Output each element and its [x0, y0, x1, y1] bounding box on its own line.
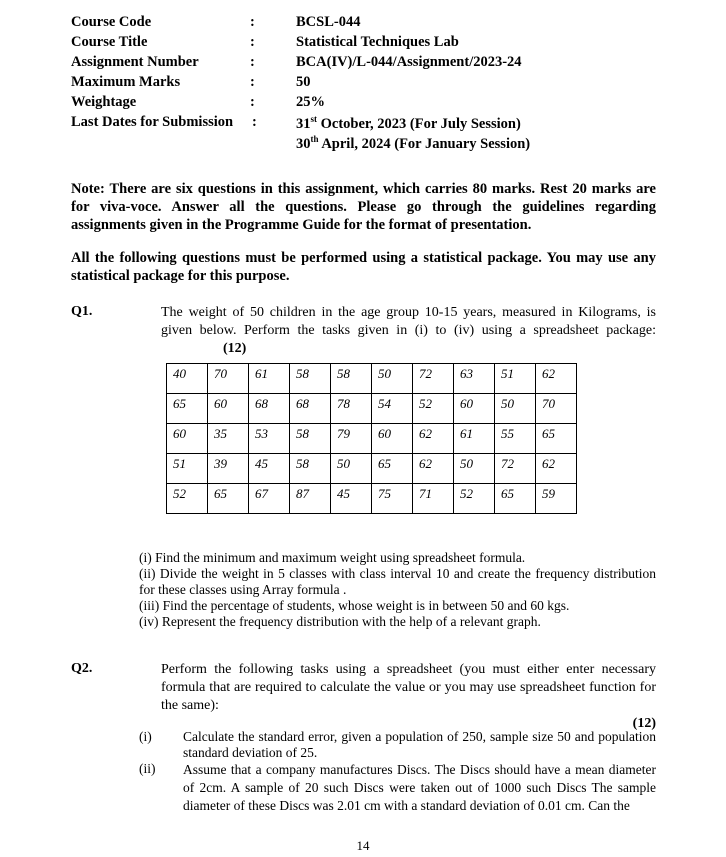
table-row	[167, 364, 577, 394]
table-cell: 55	[495, 424, 536, 454]
colon: :	[252, 114, 257, 130]
table-cell: 72	[413, 364, 454, 394]
table-cell: 53	[249, 424, 290, 454]
q2-part-ii-text: Assume that a company manufactures Discs. The Discs should have a mean diameter of 2cm. A sample of 20 such Discs were taken out of 1000 such Discs The sample diameter of these Discs was 2.01 cm with a standard deviation of 0.01 cm. Can the	[183, 762, 656, 813]
table-cell: 65	[372, 454, 413, 484]
table-cell: 58	[331, 364, 372, 394]
table-cell: 60	[454, 394, 495, 424]
table-cell: 70	[536, 394, 577, 424]
assignment-number-value: BCA(IV)/L-044/Assignment/2023-24	[296, 54, 522, 70]
table-cell: 52	[454, 484, 495, 514]
course-code-label: Course Code	[71, 14, 152, 30]
table-cell: 58	[290, 424, 331, 454]
q1-task-i: (i) Find the minimum and maximum weight using spreadsheet formula.	[139, 550, 526, 565]
date-january-session: 30th April, 2024 (For January Session)	[296, 134, 531, 152]
weightage-value: 25%	[296, 94, 325, 110]
table-cell: 68	[290, 394, 331, 424]
colon: :	[250, 34, 255, 50]
table-cell: 60	[208, 394, 249, 424]
table-cell: 78	[331, 394, 372, 424]
table-cell: 63	[454, 364, 495, 394]
table-cell: 52	[413, 394, 454, 424]
table-cell: 39	[208, 454, 249, 484]
q2-marks: (12)	[632, 716, 656, 731]
table-row	[167, 424, 577, 454]
table-cell: 67	[249, 484, 290, 514]
q2-part-ii-number: (ii)	[139, 761, 156, 776]
colon: :	[250, 54, 255, 70]
table-cell: 50	[454, 454, 495, 484]
weights-table	[166, 363, 577, 514]
table-cell: 65	[495, 484, 536, 514]
colon: :	[250, 94, 255, 110]
table-cell: 40	[167, 364, 208, 394]
table-cell: 59	[536, 484, 577, 514]
last-dates-label: Last Dates for Submission	[71, 114, 234, 130]
q1-text: The weight of 50 children in the age group 10-15 years, measured in Kilograms, is given below. Perform the tasks given in (i) to (iv) using a spreadsheet package:(12)	[161, 305, 656, 356]
table-cell: 62	[536, 364, 577, 394]
table-cell: 70	[208, 364, 249, 394]
table-cell: 51	[495, 364, 536, 394]
table-row	[167, 484, 577, 514]
table-cell: 58	[290, 364, 331, 394]
table-cell: 87	[290, 484, 331, 514]
table-cell: 54	[372, 394, 413, 424]
table-cell: 50	[495, 394, 536, 424]
instruction-paragraph: All the following questions must be performed using a statistical package. You may use any statistical package for this purpose.	[71, 250, 656, 284]
colon: :	[250, 74, 255, 90]
table-cell: 51	[167, 454, 208, 484]
maximum-marks-label: Maximum Marks	[71, 74, 181, 90]
table-cell: 65	[208, 484, 249, 514]
table-cell: 60	[167, 424, 208, 454]
table-cell: 61	[454, 424, 495, 454]
table-cell: 60	[372, 424, 413, 454]
q2-part-i-number: (i)	[139, 729, 152, 744]
table-cell: 45	[331, 484, 372, 514]
table-cell: 72	[495, 454, 536, 484]
table-cell: 50	[372, 364, 413, 394]
course-title-value: Statistical Techniques Lab	[296, 34, 459, 50]
table-cell: 65	[167, 394, 208, 424]
q2-label: Q2.	[71, 661, 93, 676]
page-number: 14	[356, 838, 370, 853]
table-cell: 52	[167, 484, 208, 514]
q1-task-iv: (iv) Represent the frequency distribution with the help of a relevant graph.	[139, 614, 541, 629]
table-cell: 65	[536, 424, 577, 454]
colon: :	[250, 14, 255, 30]
table-cell: 79	[331, 424, 372, 454]
q2-text: Perform the following tasks using a spreadsheet (you must either enter necessary formula that are required to calculate the value or you may use spreadsheet function for the same): (12)	[161, 662, 656, 731]
table-cell: 62	[413, 454, 454, 484]
course-code-value: BCSL-044	[296, 14, 361, 30]
date-july-session: 31st October, 2023 (For July Session)	[296, 114, 521, 132]
table-cell: 35	[208, 424, 249, 454]
table-cell: 68	[249, 394, 290, 424]
table-cell: 45	[249, 454, 290, 484]
table-row	[167, 394, 577, 424]
q1-task-iii: (iii) Find the percentage of students, whose weight is in between 50 and 60 kgs.	[139, 598, 570, 613]
q2-part-i-text: Calculate the standard error, given a population of 250, sample size 50 and population standard deviation of 25.	[183, 729, 656, 760]
q1-task-ii: (ii) Divide the weight in 5 classes with class interval 10 and create the frequency distribution for these classes using Array formula .	[139, 566, 656, 597]
table-cell: 61	[249, 364, 290, 394]
course-title-label: Course Title	[71, 34, 148, 50]
weightage-label: Weightage	[71, 94, 137, 110]
assignment-number-label: Assignment Number	[71, 54, 199, 70]
q1-marks: (12)	[223, 341, 247, 356]
note-paragraph: Note: There are six questions in this assignment, which carries 80 marks. Rest 20 marks are for viva-voce. Answer all the questions. Please go through the guidelines regarding assignments given in the Programme Guide for the format of presentation.	[71, 181, 656, 233]
table-cell: 58	[290, 454, 331, 484]
table-row	[167, 454, 577, 484]
table-cell: 71	[413, 484, 454, 514]
q1-label: Q1.	[71, 304, 93, 319]
maximum-marks-value: 50	[296, 74, 311, 90]
table-cell: 50	[331, 454, 372, 484]
table-cell: 62	[413, 424, 454, 454]
table-cell: 75	[372, 484, 413, 514]
table-cell: 62	[536, 454, 577, 484]
